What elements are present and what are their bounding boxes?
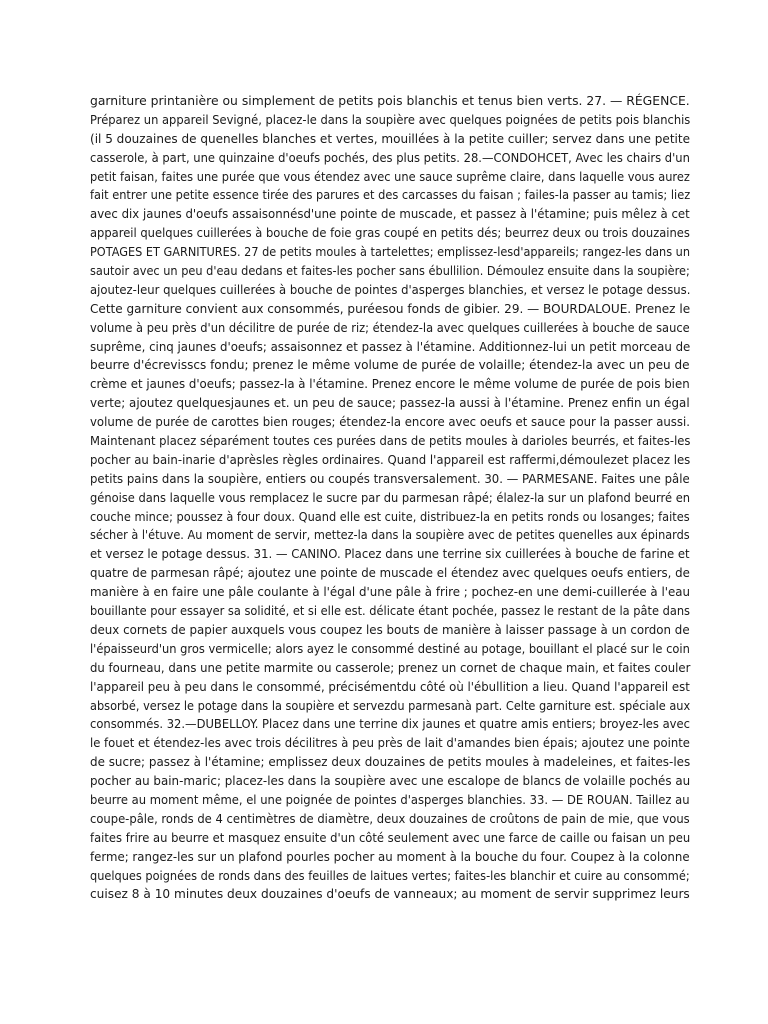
text-line: quelques poignées de ronds dans des feuilles de laitues vertes; faites-les blanchir et cuire au consommé; — [90, 867, 690, 883]
text-line: petit faisan, faites une purée que vous étendez avec une sauce suprême claire, dans laquelle vous aurez — [90, 168, 690, 184]
text-line: casserole, à part, une quinzaine d'oeufs pochés, des plus petits. 28.—CONDOHCET, Avec les chairs d'un — [90, 149, 690, 165]
text-line: pocher au bain-maric; placez-les dans la soupière avec une escalope de blancs de volaille pochés au — [90, 773, 691, 789]
text-line: petits pains dans la soupière, entiers ou coupés transversalement. 30. — PARMESANE. Faites une pâle — [90, 470, 690, 486]
text-line: Maintenant placez séparément toutes ces purées dans de petits moules à darioles beurrés, et faites-les — [90, 433, 691, 449]
text-line: absorbé, versez le potage dans la soupière et servezdu parmesanà part. Celte garniture est. spéciale aux — [90, 697, 691, 713]
text-line: cuisez 8 à 10 minutes deux douzaines d'oeufs de vanneaux; au moment de servir supprimez leurs — [90, 886, 690, 902]
text-line: beurre d'écrevisscs fondu; prenez le même volume de purée de volaille; étendez-la avec un peu de — [90, 357, 690, 373]
text-line: du fourneau, dans une petite marmite ou casserole; prenez un cornet de chaque main, et faites couler — [90, 659, 691, 675]
text-line: manière à en faire une pâle coulante à l'égal d'une pâle à frire ; pochez-en une demi-cuillerée à l'eau — [90, 584, 690, 600]
text-line: volume à peu près d'un décilitre de purée de riz; étendez-la avec quelques cuillerées à bouche de sauce — [90, 319, 690, 335]
text-line: l'appareil peu à peu dans le consommé, précisémentdu côté où l'ébullition a lieu. Quand l'appareil est — [90, 678, 690, 694]
text-line: quatre de parmesan râpé; ajoutez une pointe de muscade el étendez avec quelques oeufs entiers, de — [90, 565, 690, 581]
text-line: garniture printanière ou simplement de petits pois blanchis et tenus bien verts. 27. — RÉGENCE. — [90, 93, 690, 108]
text-line: de sucre; passez à l'étamine; emplissez deux douzaines de petits moules à madeleines, et faites-les — [90, 754, 691, 770]
text-line: sautoir avec un peu d'eau dedans et faites-les pocher sans ébullilion. Démoulez ensuite dans la soupière; — [90, 263, 690, 279]
text-line: fait entrer une petite essence tirée des parures et des carcasses du faisan ; failes-la passer au tamis; liez — [90, 187, 691, 203]
text-line: sécher à l'étuve. Au moment de servir, mettez-la dans la soupière avec de petites quenelles aux épinards — [90, 527, 690, 543]
text-line: pocher au bain-inarie d'aprèsles règles ordinaires. Quand l'appareil est raffermi,démoulezet placez les — [90, 451, 691, 467]
text-line: ferme; rangez-les sur un plafond pourles pocher au moment à la bouche du four. Coupez à la colonne — [90, 848, 690, 864]
text-line: beurre au moment même, el une poignée de pointes d'asperges blanchies. 33. — DE ROUAN. Taillez au — [90, 791, 690, 807]
text-line: couche mince; poussez à four doux. Quand elle est cuite, distribuez-la en petits ronds ou losanges; faites — [90, 508, 690, 524]
text-line: faites frire au beurre et masquez ensuite d'un côté seulement avec une farce de caille ou faisan un peu — [90, 829, 691, 845]
text-line: volume de purée de carottes bien rouges; étendez-la encore avec oeufs et sauce pour la passer aussi. — [90, 414, 690, 430]
body-text — [90, 92, 690, 904]
text-line: deux cornets de papier auxquels vous coupez les bouts de manière à laisser passage à un cordon de — [90, 621, 690, 637]
text-line: appareil quelques cuillerées à bouche de foie gras coupé en petits dés; beurrez deux ou trois douzaines — [90, 225, 690, 241]
text-line: consommés. 32.—DUBELLOY. Placez dans une terrine dix jaunes et quatre amis entiers; broyez-les avec — [90, 716, 690, 732]
text-line: bouillante pour essayer sa solidité, et si elle est. délicate étant pochée, passez le restant de la pâte dans — [90, 603, 690, 619]
text-line: verte; ajoutez quelquesjaunes et. un peu de sauce; passez-la aussi à l'étamine. Prenez enfin un égal — [90, 395, 690, 411]
text-line: crème et jaunes d'oeufs; passez-la à l'étamine. Prenez encore le même volume de purée de pois bien — [90, 376, 690, 392]
text-line: le fouet et étendez-les avec trois décilitres à peu près de lait d'amandes bien épais; ajoutez une pointe — [90, 735, 690, 751]
text-line: avec dix jaunes d'oeufs assaisonnésd'une pointe de muscade, et passez à l'étamine; puis mêlez à cet — [90, 206, 690, 222]
text-line: coupe-pâle, ronds de 4 centimètres de diamètre, deux douzaines de croûtons de pain de mie, que vous — [90, 810, 690, 826]
text-line: et versez le potage dessus. 31. — CANINO. Placez dans une terrine six cuillerées à bouche de farine et — [90, 546, 690, 562]
text-line: génoise dans laquelle vous remplacez le sucre par du parmesan râpé; élalez-la sur un plafond beurré en — [90, 489, 691, 505]
text-line: Préparez un appareil Sevigné, placez-le dans la soupière avec quelques poignées de petits pois blanchis — [90, 111, 691, 127]
text-line: l'épaisseurd'un gros vermicelle; alors ayez le consommé destiné au potage, bouillant el placé sur le coin — [90, 640, 690, 656]
text-line: Cette garniture convient aux consommés, puréesou fonds de gibier. 29. — BOURDALOUE. Prenez le — [90, 300, 691, 316]
text-line: POTAGES ET GARNITURES. 27 de petits moules à tartelettes; emplissez-lesd'appareils; rangez-les dans un — [90, 244, 690, 260]
text-line: ajoutez-leur quelques cuillerées à bouche de pointes d'asperges blanchies, et versez le potage dessus. — [90, 281, 691, 297]
text-line: suprême, cinq jaunes d'oeufs; assaisonnez et passez à l'étamine. Additionnez-lui un petit morceau de — [90, 338, 691, 354]
text-line: (il 5 douzaines de quenelles blanches et vertes, mouillées à la petite cuiller; servez dans une petite — [90, 130, 691, 146]
